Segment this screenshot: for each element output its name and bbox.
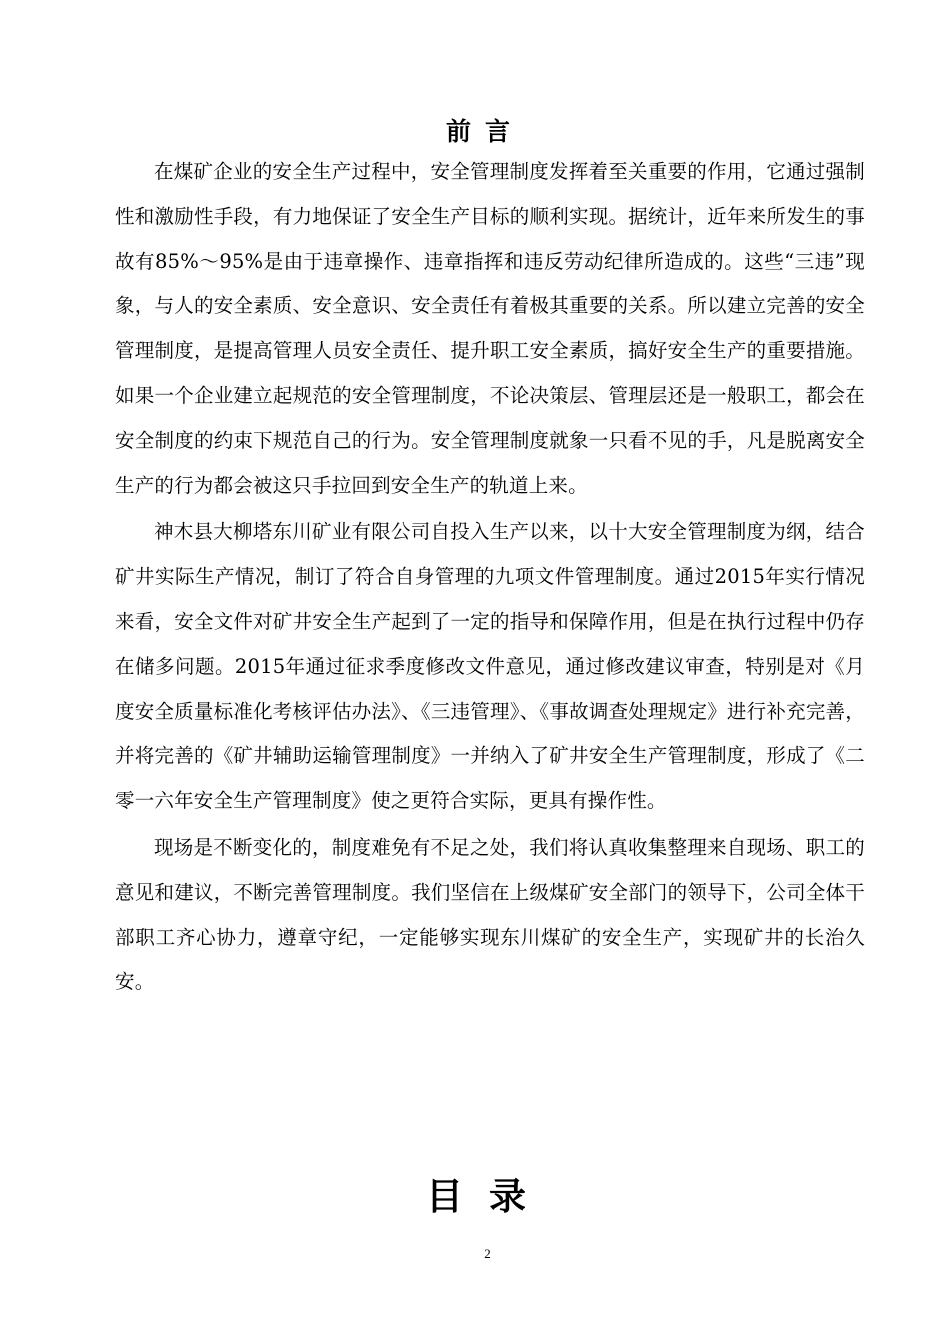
- toc-title: 目录: [426, 1174, 552, 1218]
- preface-paragraph: 神木县大柳塔东川矿业有限公司自投入生产以来，以十大安全管理制度为纲，结合矿井实际生产情况，制订了符合自身管理的九项文件管理制度。通过2015年实行情况来看，安全文件对矿井安全生产起到了一定的指导和保障作用，但是在执行过程中仍存在储多问题。2015年通过征求季度修改文件意见，通过修改建议审查，特别是对《月度安全质量标准化考核评估办法》、《三违管理》、《事故调查处理规定》进行补充完善，并将完善的《矿井辅助运输管理制度》一并纳入了矿井安全生产管理制度，形成了《二零一六年安全生产管理制度》使之更符合实际，更具有操作性。: [115, 520, 865, 813]
- preface-title: 前言: [445, 117, 524, 146]
- preface-body: [115, 150, 865, 1007]
- preface-paragraph: 现场是不断变化的，制度难免有不足之处，我们将认真收集整理来自现场、职工的意见和建议，不断完善管理制度。我们坚信在上级煤矿安全部门的领导下，公司全体干部职工齐心协力，遵章守纪，一定能够实现东川煤矿的安全生产，实现矿井的长治久安。: [115, 835, 865, 994]
- page-number: 2: [484, 1246, 491, 1261]
- preface-paragraph: 在煤矿企业的安全生产过程中，安全管理制度发挥着至关重要的作用，它通过强制性和激励性手段，有力地保证了安全生产目标的顺利实现。据统计，近年来所发生的事故有85%～95%是由于违章操作、违章指挥和违反劳动纪律所造成的。这些“三违”现象，与人的安全素质、安全意识、安全责任有着极其重要的关系。所以建立完善的安全管理制度，是提高管理人员安全责任、提升职工安全素质，搞好安全生产的重要措施。如果一个企业建立起规范的安全管理制度，不论决策层、管理层还是一般职工，都会在安全制度的约束下规范自己的行为。安全管理制度就象一只看不见的手，凡是脱离安全生产的行为都会被这只手拉回到安全生产的轨道上来。: [115, 160, 865, 497]
